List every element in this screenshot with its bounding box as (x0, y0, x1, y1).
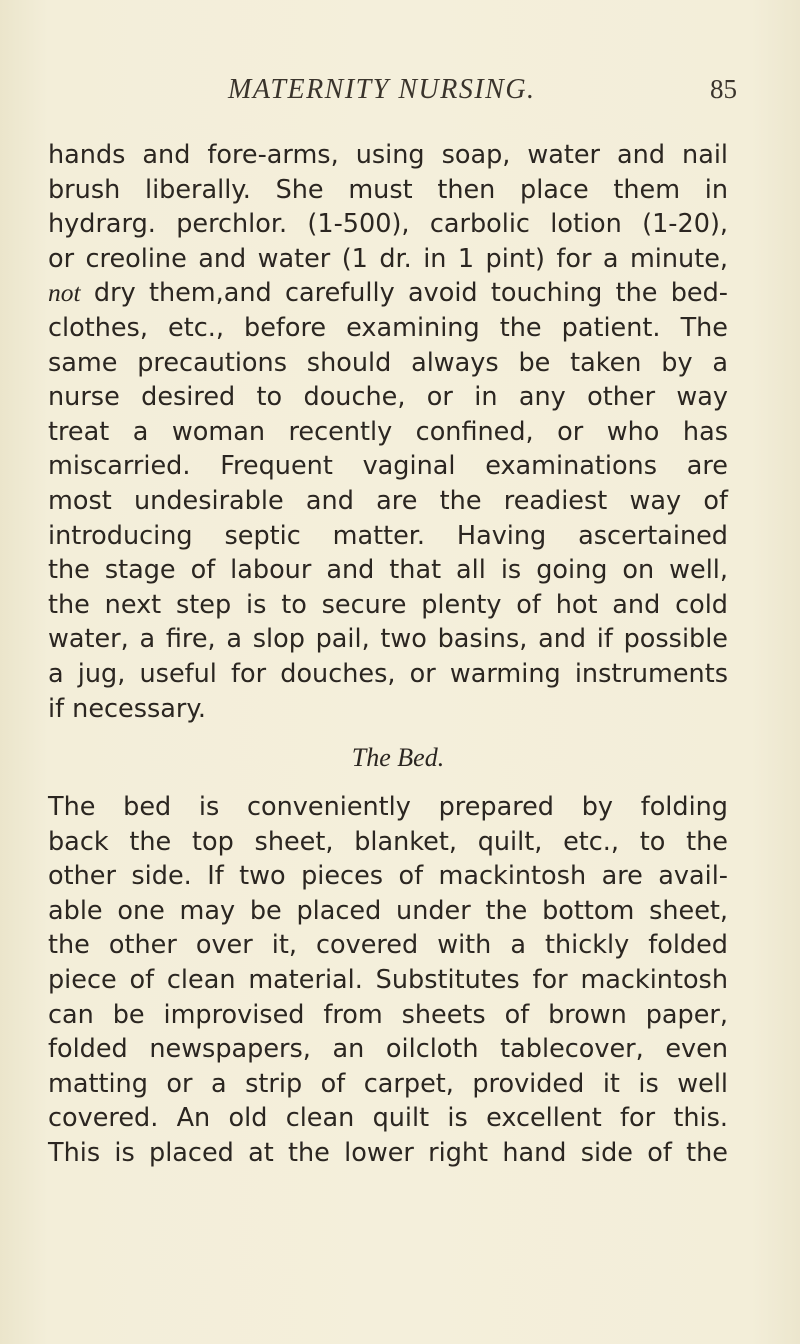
section-heading-the-bed: The Bed. (351, 743, 445, 773)
text-line: same precautions should always be taken by a (48, 347, 728, 378)
page-number: 85 (710, 74, 737, 104)
text-line: a jug, useful for douches, or warming instruments (48, 658, 728, 689)
text-line: the other over it, covered with a thickly folded (48, 930, 728, 961)
paragraph-the-bed (48, 790, 728, 1171)
running-title: MATERNITY NURSING. (228, 74, 536, 105)
text-line: This is placed at the lower right hand side of the (48, 1138, 728, 1169)
running-head (0, 74, 800, 114)
text-line: the stage of labour and that all is going on well, (48, 555, 728, 586)
text-line: nurse desired to douche, or in any other way (48, 382, 728, 413)
body-text (48, 138, 728, 1171)
text-line: can be improvised from sheets of brown paper, (48, 999, 728, 1030)
text-line: matting or a strip of carpet, provided it is well (48, 1068, 728, 1099)
text-line: water, a fire, a slop pail, two basins, and if possible (48, 624, 728, 655)
text-line: piece of clean material. Substitutes for mackintosh (48, 965, 728, 996)
text-line: the next step is to secure plenty of hot and cold (48, 589, 728, 620)
text-line: treat a woman recently confined, or who has (48, 416, 728, 447)
emphasis-not: not (48, 278, 81, 308)
text-line: if necessary. (48, 693, 206, 724)
text-line: brush liberally. She must then place them in (48, 174, 728, 205)
text-line: back the top sheet, blanket, quilt, etc., to the (48, 826, 728, 857)
text-line: folded newspapers, an oilcloth tablecover, even (48, 1034, 728, 1065)
text-line: clothes, etc., before examining the patient. The (48, 312, 728, 343)
text-line-rest: dry them,and carefully avoid touching the bed- (80, 278, 728, 309)
paragraph-hand-preparation (48, 138, 728, 726)
text-line: The bed is conveniently prepared by folding (48, 792, 728, 823)
text-line: hydrarg. perchlor. (1-500), carbolic lotion (1-20), (48, 209, 728, 240)
text-line: hands and fore-arms, using soap, water and nail (48, 140, 728, 170)
text-line (48, 276, 728, 311)
text-line: introducing septic matter. Having ascertained (48, 520, 728, 551)
text-line: most undesirable and are the readiest way of (48, 485, 728, 516)
text-line: miscarried. Frequent vaginal examinations are (48, 451, 728, 482)
text-line: or creoline and water (1 dr. in 1 pint) for a minute, (48, 243, 728, 274)
text-line: able one may be placed under the bottom sheet, (48, 895, 728, 926)
text-line: covered. An old clean quilt is excellent for this. (48, 1103, 728, 1134)
text-line: other side. If two pieces of mackintosh are avail- (48, 861, 728, 892)
